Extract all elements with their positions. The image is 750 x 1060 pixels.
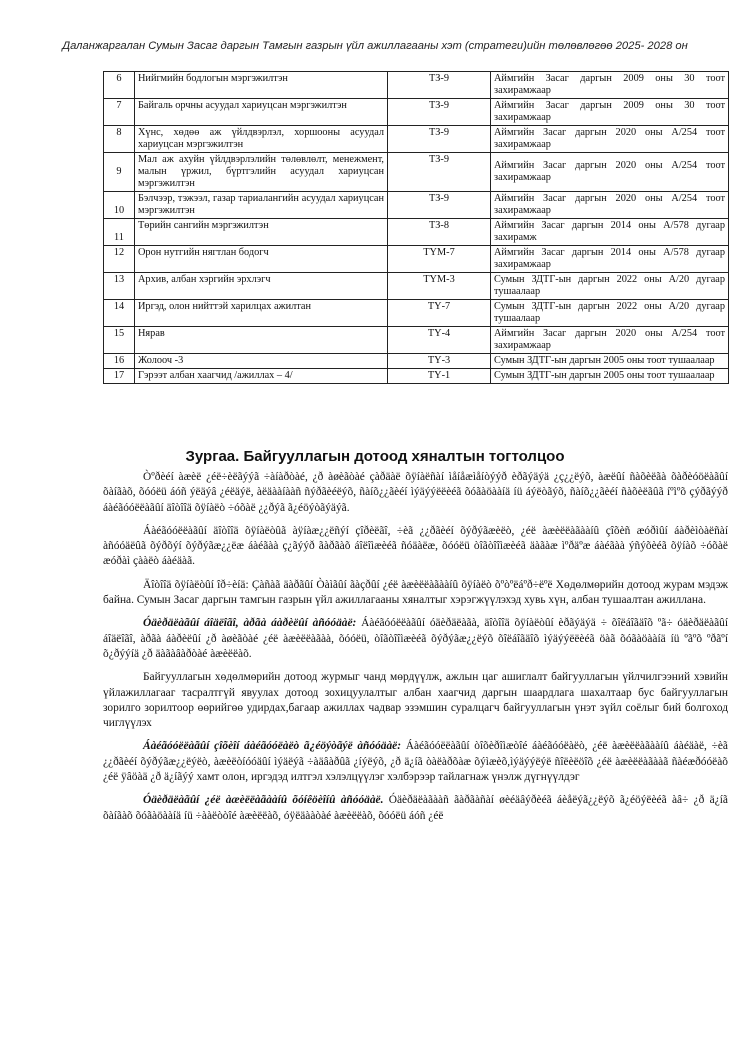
row-number-cell: 16	[104, 354, 135, 369]
legal-basis-cell: Аймгийн Засаг даргын 2020 оны А/254 тоот захирамжаар	[491, 153, 729, 192]
table-row	[104, 354, 729, 369]
row-number-cell: 14	[104, 300, 135, 327]
position-code-cell: ТҮМ-7	[388, 246, 491, 273]
paragraph	[103, 616, 728, 662]
position-code-cell: ТҮ-4	[388, 327, 491, 354]
row-number-cell: 7	[104, 99, 135, 126]
position-code-cell: ТЗ-9	[388, 99, 491, 126]
paragraph: Байгууллагын хөдөлмөрийн дотоод журмыг чанд мөрдүүлж, ажлын цаг ашиглалт байгууллагын үйлчилгээний хэвийн үйлажиллагааг тасралтгүй явуулах дотоод зохицуулалтыг албан хаагчид даргын шаардлага шахалтаар бус байгууллагын зорилго зорилтоор өөрийгөө удирдах,багаар ажиллах чадвар эзэмшин суралцагч байгууллагын үнэт зүйл соёлыг бий болгоход чиглүүлэх	[103, 671, 728, 730]
table-row	[104, 327, 729, 354]
legal-basis-cell: Аймгийн Засаг даргын 2020 оны А/254 тоот захирамжаар	[491, 327, 729, 354]
legal-basis-cell: Сумын ЗДТГ-ын даргын 2005 оны тоот тушаалаар	[491, 369, 729, 384]
paragraph-heading: Óäèðäëàãûí ¿éë àæèëëàãààíû õóíêöèîíû àñóóäàë.	[143, 794, 384, 807]
row-number-cell: 13	[104, 273, 135, 300]
legal-basis-cell: Аймгийн Засаг даргын 2020 оны А/254 тоот захирамжаар	[491, 126, 729, 153]
legal-basis-cell: Аймгийн Засаг даргын 2020 оны А/254 тоот захирамжаар	[491, 192, 729, 219]
table-row	[104, 72, 729, 99]
position-title-cell: Төрийн сангийн мэргэжилтэн	[135, 219, 388, 246]
paragraph-text: Áàéãóóëëàãûí óäèðäëàãà, äîòîîä õÿíàëòûí èðãýäýä ÷ õîëáîãäîõ ºã÷ óäèðäëàãûí áîäëîãî, àðãà áàðèëûí ¿ð àøèãòàé ¿éë àæèëëàãàà, õóóëü, òîãòîîìæèéã õýðýãæ¿¿ëýõ õîëáîãäîõ ìýäýýëëèéã öàã õóãàöààíä íü ºãºõ ºðãºí õ¿ðýýíä ¿ð äàãàâàðòàé àæèëëàõ.	[103, 617, 728, 660]
table-row	[104, 300, 729, 327]
row-number-cell: 12	[104, 246, 135, 273]
table-row	[104, 99, 729, 126]
position-title-cell: Бэлчээр, тэжээл, газар тариалангийн асуудал хариуцсан мэргэжилтэн	[135, 192, 388, 219]
legal-basis-cell: Аймгийн Засаг даргын 2014 оны А/578 дугаар захирамж	[491, 219, 729, 246]
legal-basis-cell: Сумын ЗДТГ-ын даргын 2022 оны А/20 дугаар тушаалаар	[491, 300, 729, 327]
legal-basis-cell: Аймгийн Засаг даргын 2014 оны А/578 дугаар захирамжаар	[491, 246, 729, 273]
row-number-cell: 11	[104, 219, 135, 246]
row-number-cell: 10	[104, 192, 135, 219]
row-number-cell: 9	[104, 153, 135, 192]
position-code-cell: ТЗ-9	[388, 192, 491, 219]
paragraph	[103, 793, 728, 824]
table-row	[104, 153, 729, 192]
table-row	[104, 369, 729, 384]
row-number-cell: 17	[104, 369, 135, 384]
positions-table	[103, 71, 729, 384]
body-text	[103, 470, 728, 832]
row-number-cell: 15	[104, 327, 135, 354]
position-code-cell: ТЗ-9	[388, 72, 491, 99]
position-code-cell: ТҮМ-3	[388, 273, 491, 300]
position-title-cell: Жолооч -3	[135, 354, 388, 369]
paragraph-text: Äîòîîä õÿíàëòûí îð÷èíä: Çàñàã äàðãûí Òàìãûí ãàçðûí ¿éë àæèëëàãààíû õÿíàëò	[143, 578, 492, 591]
paragraph	[103, 739, 728, 785]
paragraph-text: Óäèðäëàãààñ ãàðãàñàí øèéäâýðèéã áèåëýã¿¿ëýõ ã¿éöýëèéã àâ÷ ¿ð ä¿íã õàíãàõ õóãàöààíä íü ÷ààëòòîé àæèëëàõ, óÿëäààòàé àæèëëàõ, õóóëü áóñ ¿éë	[103, 794, 728, 822]
row-number-cell: 6	[104, 72, 135, 99]
legal-basis-cell: Сумын ЗДТГ-ын даргын 2005 оны тоот тушаалаар	[491, 354, 729, 369]
position-title-cell: Нярав	[135, 327, 388, 354]
position-title-cell: Гэрээт албан хаагчид /ажиллах – 4/	[135, 369, 388, 384]
position-title-cell: Мал аж ахуйн үйлдвэрлэлийн төлөвлөлт, менежмент, малын үржил, бүртгэлийн асуудал хариуцсан мэргэжилтэн	[135, 153, 388, 192]
position-title-cell: Архив, албан хэргийн эрхлэгч	[135, 273, 388, 300]
position-title-cell: Нийгмийн бодлогын мэргэжилтэн	[135, 72, 388, 99]
legal-basis-cell: Сумын ЗДТГ-ын даргын 2022 оны А/20 дугаар тушаалаар	[491, 273, 729, 300]
position-code-cell: ТЗ-8	[388, 219, 491, 246]
section-title: Зургаа. Байгууллагын дотоод хяналтын тогтолцоо	[185, 448, 565, 465]
position-title-cell: Байгаль орчны асуудал хариуцсан мэргэжилтэн	[135, 99, 388, 126]
position-title-cell: Орон нутгийн нягтлан бодогч	[135, 246, 388, 273]
paragraph: Áàéãóóëëàãûí äîòîîä õÿíàëòûã àÿíàæ¿¿ëñýí çîðèëãî, ÷èã ¿¿ðãèéí õýðýãæèëò, ¿éë àæèëëàãààíû çîõèñ æóðìûí áàðèìòàëñàí àñóóäëûã õýðõýí õýðýãæ¿¿ëæ áàéãàà ç¿ãýýð ãàðãàõ áîëîìæèéã ñóäàëæ, õóóëü òîãòîîìæèéã äàãàæ ìºðäºæ áàéãàà ýñýõèéã õÿíàõ ÷óõàë æóðàì çààëò áàéäàã.	[103, 524, 728, 568]
legal-basis-cell: Аймгийн Засаг даргын 2009 оны 30 тоот захирамжаар	[491, 72, 729, 99]
legal-basis-cell: Аймгийн Засаг даргын 2009 оны 30 тоот захирамжаар	[491, 99, 729, 126]
paragraph-text: Áàéãóóëëàãûí òîõèðîìæòîé áàéãóóëàëò, ¿éë àæèëëàãààíû áàéäàë, ÷èã ¿¿ðãèéí õýðýãæ¿¿ëýëò, àæèëòíóóäûí ìýäëýã ÷àäâàðûã ¿íýëýõ, ¿ð ä¿íã òàëàðõàæ õýìæèõ,ìýäýýëýë ñîëèëöîõ ¿éë àæèëëàãààã ñàéæðóóëàõ ¿éë ÿâöàä ¿ð ä¿íãýý хамт олон, иргэдэд илтгэл хэлэлцүүлэг хэлбэрээр тайлагнаж үнэлж дүгнүүлдэг	[103, 740, 728, 784]
position-code-cell: ТЗ-9	[388, 153, 491, 192]
paragraph-heading: Óäèðäëàãûí áîäëîãî, àðãà áàðèëûí àñóóäàë:	[143, 617, 357, 630]
paragraph: Òºðèéí àæèë ¿éë÷èëãýýã ÷àíàðòàé, ¿ð àøèãòàé çàðäàë õÿíàëñàí ìåíåæìåíòýýð èðãýäýä ¿ç¿¿ëýõ, àæëûí ñàõèëãà õàðèóöëàãûí õàíãàõ, õóóëü áóñ ýëäýâ ¿éëäýë, àëäààíààñ ñýðãèéëýõ, ñàíõ¿¿ãèéí ìýäýýëëèéã õóãàöààíä íü áýëòãýõ, ñàíõ¿¿ãèéí ñàõèëãûã íºìºõ çýðãýýð áàéãóóëëàãûí äîòîîä õÿíàëò ÷óõàë ¿¿ðýã ã¿éöýòãýäýã.	[103, 471, 728, 514]
position-code-cell: ТҮ-3	[388, 354, 491, 369]
position-title-cell: Иргэд, олон нийттэй харилцах ажилтан	[135, 300, 388, 327]
running-header: Даланжаргалан Сумын Засаг даргын Тамгын газрын үйл ажиллагааны хэт (стратеги)ийн төлөвлөгөө 2025- 2028 он	[62, 40, 688, 52]
position-title-cell: Хүнс, хөдөө аж үйлдвэрлэл, хоршооны асуудал хариуцсан мэргэжилтэн	[135, 126, 388, 153]
table-row	[104, 126, 729, 153]
table-row	[104, 273, 729, 300]
row-number-cell: 8	[104, 126, 135, 153]
table-row	[104, 246, 729, 273]
table-row	[104, 219, 729, 246]
position-code-cell: ТҮ-7	[388, 300, 491, 327]
paragraph-text: õºòºëáºð÷ëºë Хөдөлмөрийн дотоод журам мэдэж байна. Сумын Засаг даргын тамгын газрын үйл ажиллагааны хяналтыг хэрэгжүүлэхэд хувь хүн, албан тушаалтан ажиллана.	[103, 578, 728, 607]
paragraph-heading: Áàéãóóëëàãûí çîõèîí áàéãóóëàëò ã¿éöýòãýë àñóóäàë:	[143, 740, 401, 753]
table-row	[104, 192, 729, 219]
paragraph	[103, 578, 728, 609]
position-code-cell: ТҮ-1	[388, 369, 491, 384]
position-code-cell: ТЗ-9	[388, 126, 491, 153]
